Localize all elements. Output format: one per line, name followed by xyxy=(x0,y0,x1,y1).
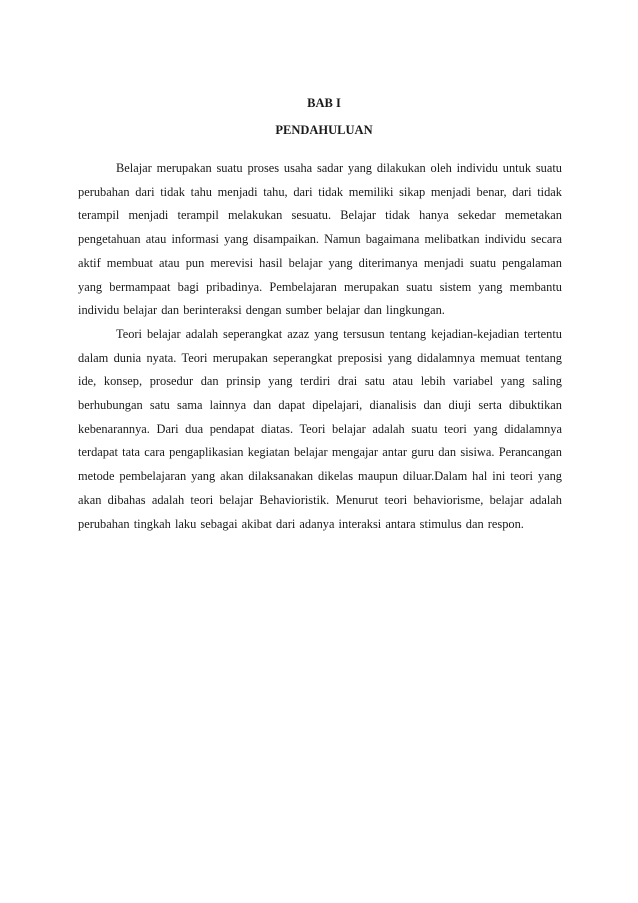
chapter-subtitle: PENDAHULUAN xyxy=(275,123,373,137)
page-content xyxy=(78,96,562,536)
body-text xyxy=(78,157,562,536)
paragraph-2: Teori belajar adalah seperangkat azaz yang tersusun tentang kejadian-kejadian tertentu dalam dunia nyata. Teori merupakan seperangkat preposisi yang didalamnya memuat tentang ide, konsep, prosedur dan prinsip yang terdiri drai satu atau lebih variabel yang saling berhubungan satu sama lainnya dan dapat dipelajari, dianalisis dan diuji serta dibuktikan kebenarannya. Dari dua pendapat diatas. Teori belajar adalah suatu teori yang didalamnya terdapat tata cara pengaplikasian kegiatan belajar mengajar antar guru dan sisiwa. Perancangan metode pembelajaran yang akan dilaksanakan dikelas maupun diluar.Dalam hal ini teori yang akan dibahas adalah teori belajar Behavioristik. Menurut teori behaviorisme, belajar adalah perubahan tingkah laku sebagai akibat dari adanya interaksi antara stimulus dan respon. xyxy=(78,326,562,531)
paragraph-1: Belajar merupakan suatu proses usaha sadar yang dilakukan oleh individu untuk suatu perubahan dari tidak tahu menjadi tahu, dari tidak memiliki sikap menjadi benar, dari tidak terampil menjadi terampil melakukan sesuatu. Belajar tidak hanya sekedar memetakan pengetahuan atau informasi yang disampaikan. Namun bagaimana melibatkan individu secara aktif membuat atau pun merevisi hasil belajar yang diterimanya menjadi suatu pengalaman yang bermampaat bagi pribadinya. Pembelajaran merupakan suatu sistem yang membantu individu belajar dan berinteraksi dengan sumber belajar dan lingkungan. xyxy=(78,161,562,318)
chapter-title: BAB I xyxy=(307,96,341,110)
